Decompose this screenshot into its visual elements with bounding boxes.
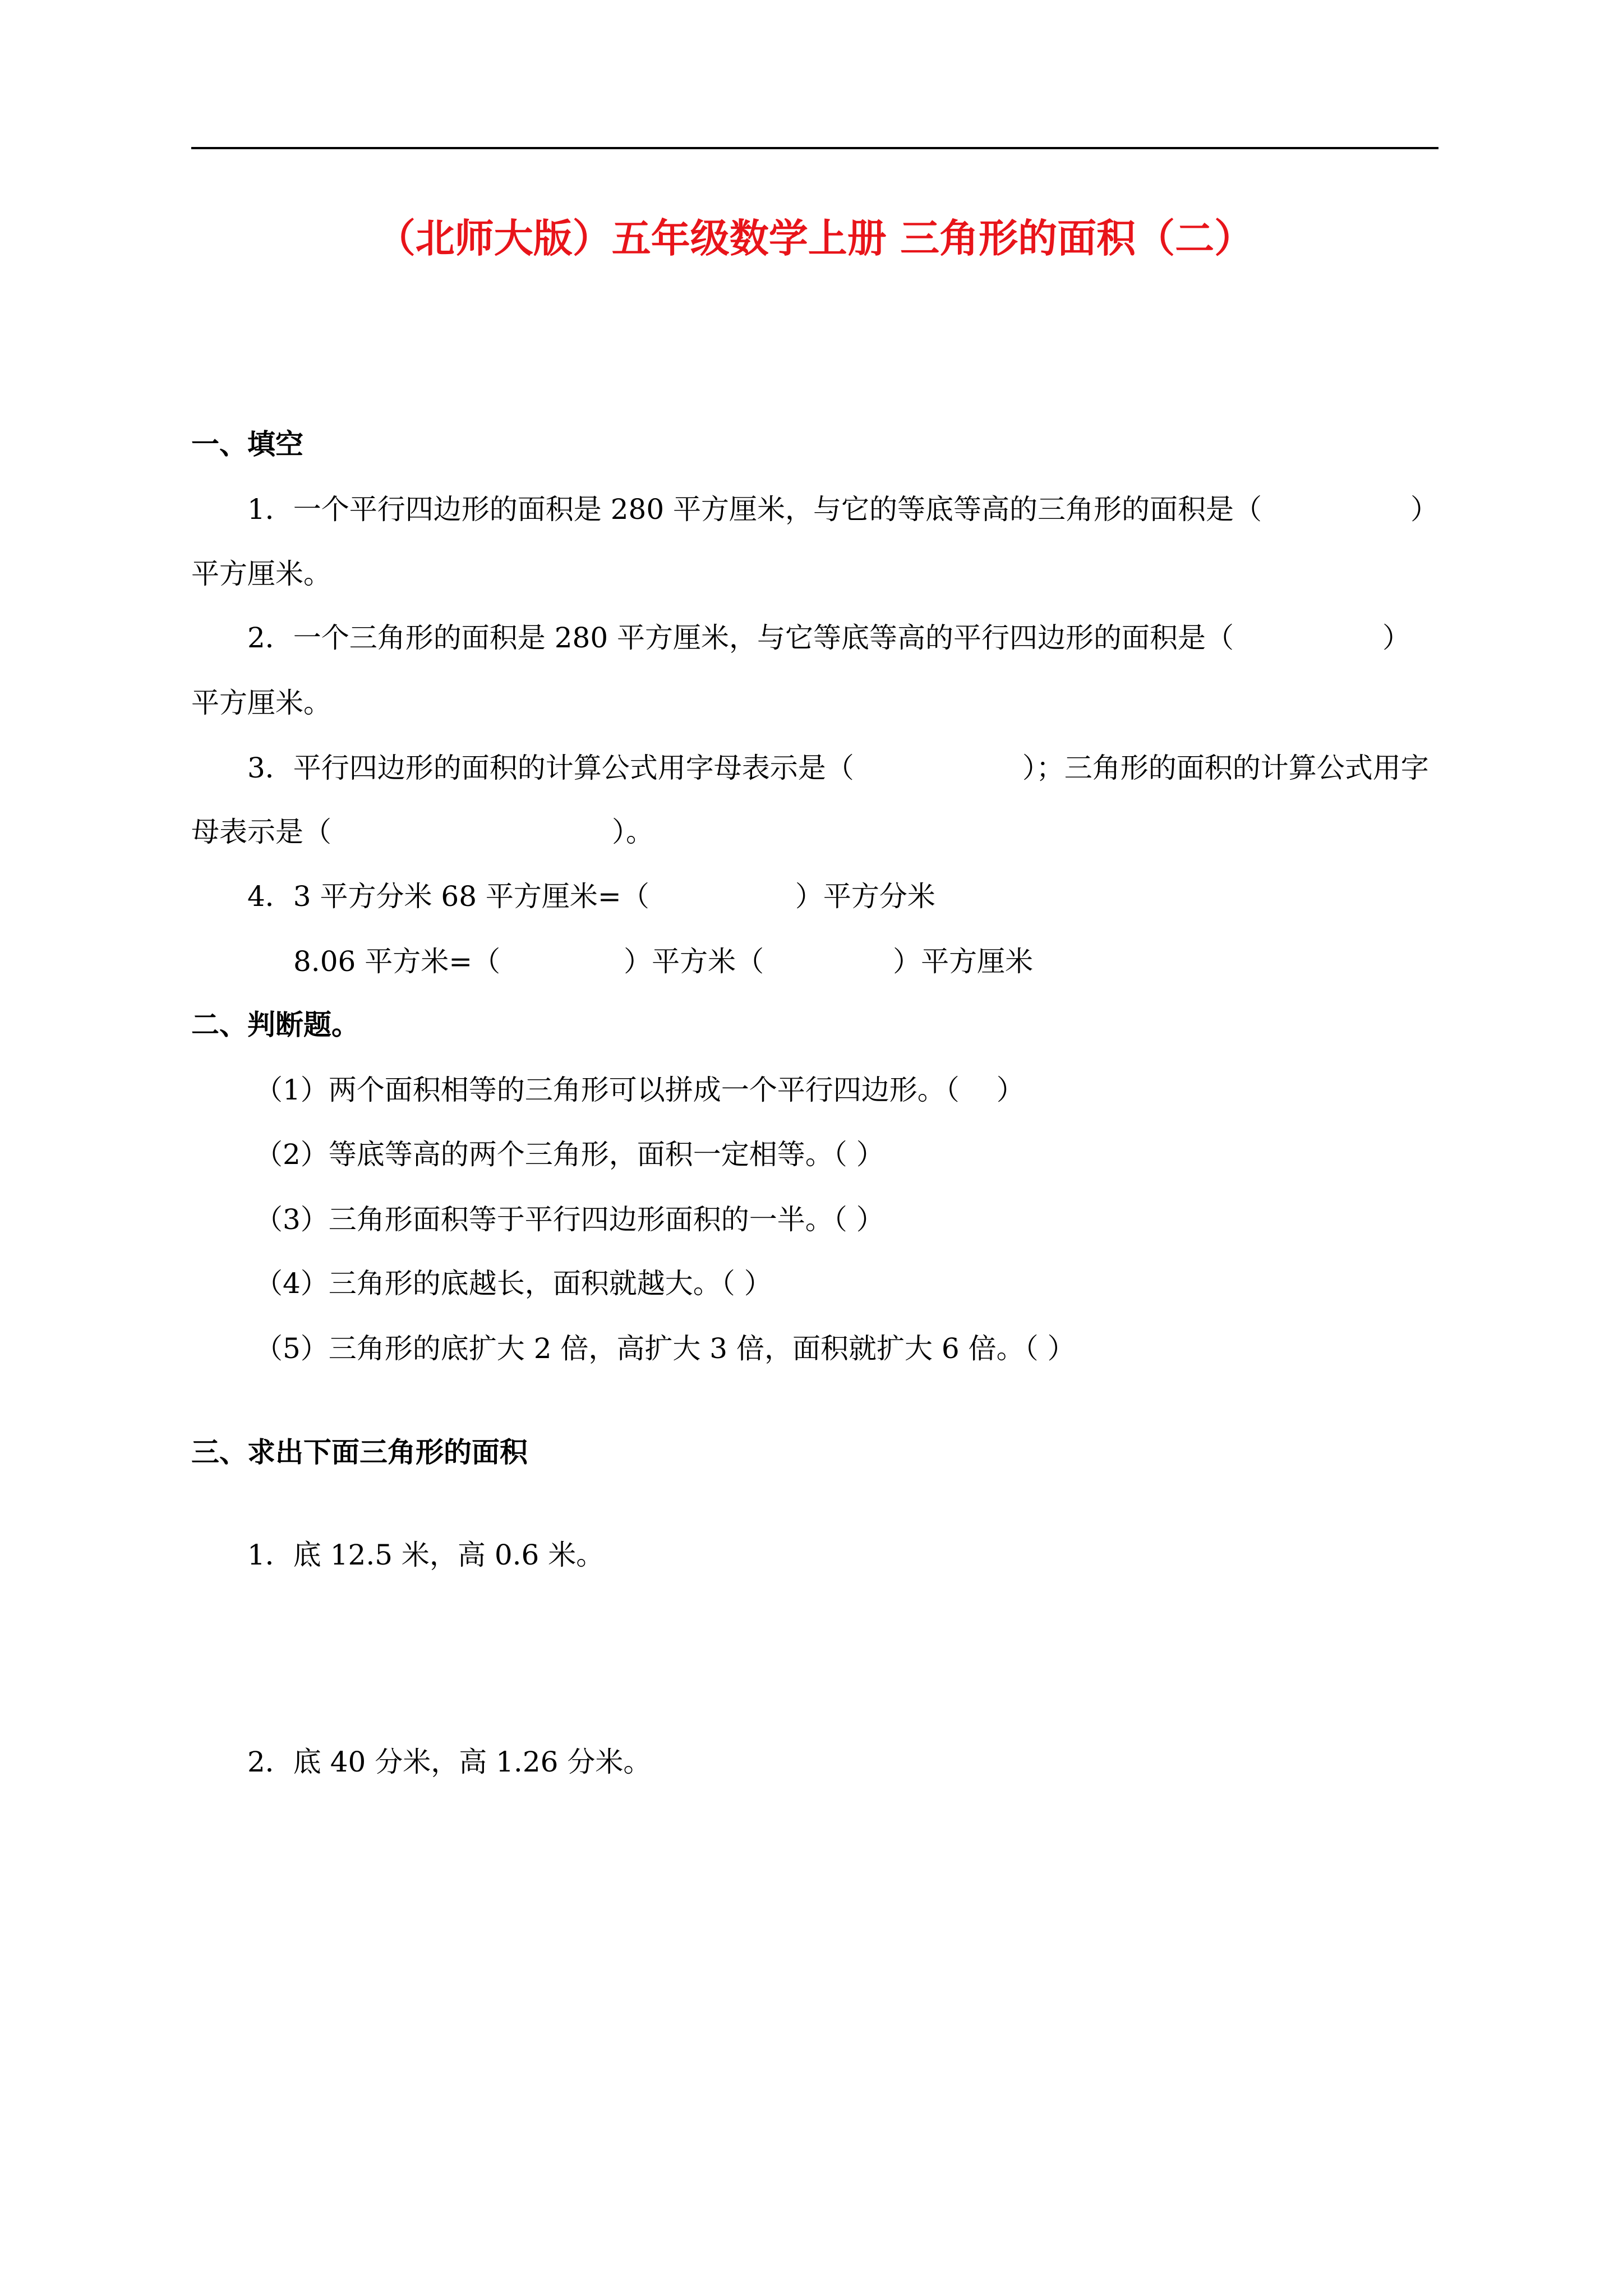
question-3-part-b: ）；三角形的面积的计算公式用字	[1022, 752, 1429, 784]
judge-item-4: （4）三角形的底越长，面积就越大。（ ）	[255, 1267, 772, 1300]
judge-item-5: （5）三角形的底扩大 2 倍，高扩大 3 倍，面积就扩大 6 倍。（ ）	[255, 1332, 1076, 1365]
question-4-part-c: 8.06 平方米=（	[293, 945, 501, 978]
fill-blank-question-1	[191, 490, 1438, 529]
fill-blank-question-2	[191, 618, 1438, 657]
fill-blank-question-4	[247, 877, 935, 916]
question-4-part-d: ）平方米（	[624, 945, 764, 978]
question-3-part-c: 母表示是（	[191, 816, 331, 848]
question-2-text: 2．一个三角形的面积是 280 平方厘米，与它等底等高的平行四边形的面积是（	[247, 622, 1234, 654]
question-2-continuation: 平方厘米。	[191, 687, 331, 719]
judge-item-1: （1）两个面积相等的三角形可以拼成一个平行四边形。（ ）	[255, 1074, 1025, 1106]
question-2-close: ）	[1382, 622, 1410, 654]
question-3-part-d: ）。	[612, 816, 654, 848]
question-3-part-a: 3．平行四边形的面积的计算公式用字母表示是（	[247, 752, 854, 784]
question-1-close: ）	[1410, 493, 1438, 526]
question-4-part-b: ）平方分米	[795, 880, 935, 913]
area-question-2: 2．底 40 分米，高 1.26 分米。	[247, 1746, 652, 1778]
question-4-part-e: ）平方厘米	[893, 945, 1034, 978]
header-rule	[191, 147, 1438, 149]
fill-blank-question-4-line-2	[293, 942, 1033, 981]
document-title: （北师大版）五年级数学上册 三角形的面积（二）	[376, 215, 1254, 261]
question-4-part-a: 4．3 平方分米 68 平方厘米=（	[247, 880, 649, 913]
fill-blank-question-3	[247, 748, 1429, 788]
section-heading-judge: 二、判断题。	[191, 1008, 359, 1041]
question-1-text: 1．一个平行四边形的面积是 280 平方厘米，与它的等底等高的三角形的面积是（	[247, 493, 1262, 526]
section-heading-area: 三、求出下面三角形的面积	[191, 1435, 528, 1469]
judge-item-3: （3）三角形面积等于平行四边形面积的一半。（ ）	[255, 1203, 884, 1236]
area-question-1: 1．底 12.5 米，高 0.6 米。	[247, 1539, 605, 1571]
judge-item-2: （2）等底等高的两个三角形，面积一定相等。（ ）	[255, 1138, 884, 1171]
question-3-continuation	[191, 812, 654, 852]
question-1-continuation: 平方厘米。	[191, 558, 331, 590]
section-heading-fill-blank: 一、填空	[191, 427, 303, 461]
